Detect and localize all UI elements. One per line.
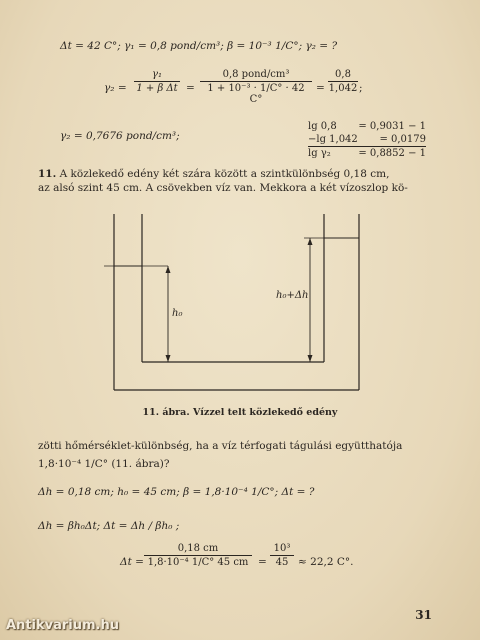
eq3-equals: = [258, 556, 267, 568]
continuation-line-2: 1,8·10⁻⁴ 1/C° (11. ábra)? [38, 458, 170, 470]
log-row: −lg 1,042 = 0,0179 [308, 134, 426, 145]
eq1-equals: = [186, 82, 195, 94]
eq1-end: ; [359, 82, 363, 94]
page-number: 31 [415, 608, 432, 622]
h0-arrow-top [166, 266, 171, 273]
problem-text-line-2: az alsó szint 45 cm. A csövekben víz van. Mekkora a két vízoszlop kö- [38, 182, 408, 194]
eq1-fraction-2: 0,8 pond/cm³ 1 + 10⁻³ · 1/C° · 42 C° [200, 69, 312, 105]
h0-arrow-bottom [166, 355, 171, 362]
h0dh-label: h₀+Δh [276, 290, 309, 301]
eq3-lhs: Δt = [120, 556, 144, 568]
log-row: lg 0,8 = 0,9031 − 1 [308, 121, 426, 132]
eq3-approx: ≈ 22,2 C°. [298, 556, 354, 568]
continuation-line-1: zötti hőmérséklet-különbség, ha a víz térfogati tágulási együtthatója [38, 440, 403, 452]
watermark-logo: Antikvarium.hu [6, 618, 119, 633]
h0-label: h₀ [172, 308, 183, 319]
eq1-equals-2: = [316, 82, 325, 94]
eq3-result-fraction: $\frac{\text{10³}}{45}$ [270, 543, 294, 568]
given-line-1: Δt = 42 C°; γ₁ = 0,8 pond/cm³; β = 10⁻³ 1/C°; γ₂ = ? [60, 40, 338, 52]
problem-text-line-1 [38, 168, 389, 181]
eq3-fraction: $\frac{0,18 cm}{\text{1,8·10⁻⁴ 1/C° 45 cm}}$ [144, 543, 252, 568]
result-line-1: γ₂ = 0,7676 pond/cm³; [60, 130, 180, 142]
figure-caption: 11. ábra. Vízzel telt közlekedő edény [142, 407, 338, 418]
given-line-2: Δh = 0,18 cm; h₀ = 45 cm; β = 1,8·10⁻⁴ 1/C°; Δt = ? [38, 486, 315, 498]
problem-line-1-text: A közlekedő edény két szára között a szintkülönbség 0,18 cm, [59, 168, 390, 180]
eq1-lhs: γ₂ = [104, 82, 127, 94]
equation-line-2: Δh = βh₀Δt; Δt = Δh / βh₀ ; [38, 520, 180, 532]
eq1-fraction-3: $\frac{0,8}{1,042}$ [328, 69, 358, 94]
connecting-vessel-figure [104, 214, 374, 404]
eq1-fraction-1: $\frac{\text{γ₁}}{\text{1 + β Δt}}$ [134, 69, 180, 94]
log-row: lg γ₂ = 0,8852 − 1 [308, 148, 426, 159]
h0dh-arrow-bottom [308, 355, 313, 362]
h0dh-arrow-top [308, 238, 313, 245]
log-table [308, 120, 426, 160]
problem-number: 11. [38, 168, 57, 180]
